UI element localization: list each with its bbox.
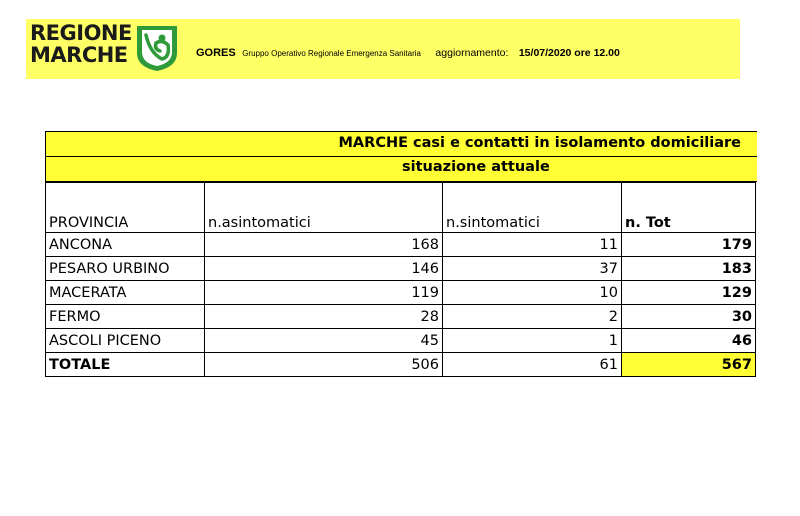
header-info [196, 43, 620, 61]
table-row [46, 233, 756, 257]
org-abbreviation: GORES [196, 47, 236, 59]
table-row [46, 329, 756, 353]
isolation-table [45, 182, 756, 377]
column-header-tot: n. Tot [622, 183, 756, 233]
cell-provincia: FERMO [46, 305, 205, 329]
regione-marche-logo [30, 22, 132, 66]
cell-sintomatici: 1 [443, 329, 622, 353]
table-subtitle-row [45, 157, 757, 182]
update-timestamp: 15/07/2020 ore 12.00 [518, 47, 620, 59]
table-row [46, 257, 756, 281]
column-header-sintomatici: n.sintomatici [443, 183, 622, 233]
total-label: TOTALE [46, 353, 205, 377]
cell-asintomatici: 146 [205, 257, 443, 281]
cell-tot: 30 [622, 305, 756, 329]
logo-line-2: MARCHE [30, 43, 128, 67]
column-header-asintomatici: n.asintomatici [205, 183, 443, 233]
update-label: aggiornamento: [435, 47, 509, 59]
total-tot: 567 [622, 353, 756, 377]
cell-provincia: ANCONA [46, 233, 205, 257]
cell-asintomatici: 119 [205, 281, 443, 305]
table-title-row [45, 131, 757, 157]
cell-sintomatici: 11 [443, 233, 622, 257]
regione-marche-emblem-icon [132, 23, 182, 73]
column-header-provincia: PROVINCIA [46, 183, 205, 233]
logo-line-1: REGIONE [30, 21, 132, 45]
table-row [46, 281, 756, 305]
total-sintomatici: 61 [443, 353, 622, 377]
cell-sintomatici: 10 [443, 281, 622, 305]
cell-asintomatici: 45 [205, 329, 443, 353]
cell-provincia: MACERATA [46, 281, 205, 305]
org-description: Gruppo Operativo Regionale Emergenza Sanitaria [242, 49, 421, 58]
table-row [46, 305, 756, 329]
table-subtitle: situazione attuale [402, 159, 550, 175]
cell-sintomatici: 2 [443, 305, 622, 329]
cell-provincia: PESARO URBINO [46, 257, 205, 281]
cell-asintomatici: 168 [205, 233, 443, 257]
cell-tot: 179 [622, 233, 756, 257]
cell-asintomatici: 28 [205, 305, 443, 329]
cell-tot: 46 [622, 329, 756, 353]
cell-tot: 183 [622, 257, 756, 281]
isolation-table-container [45, 131, 757, 377]
cell-tot: 129 [622, 281, 756, 305]
cell-sintomatici: 37 [443, 257, 622, 281]
table-title: MARCHE casi e contatti in isolamento domiciliare [338, 135, 741, 151]
table-header-row [46, 183, 756, 233]
total-asintomatici: 506 [205, 353, 443, 377]
header-banner [26, 19, 740, 79]
table-total-row [46, 353, 756, 377]
cell-provincia: ASCOLI PICENO [46, 329, 205, 353]
